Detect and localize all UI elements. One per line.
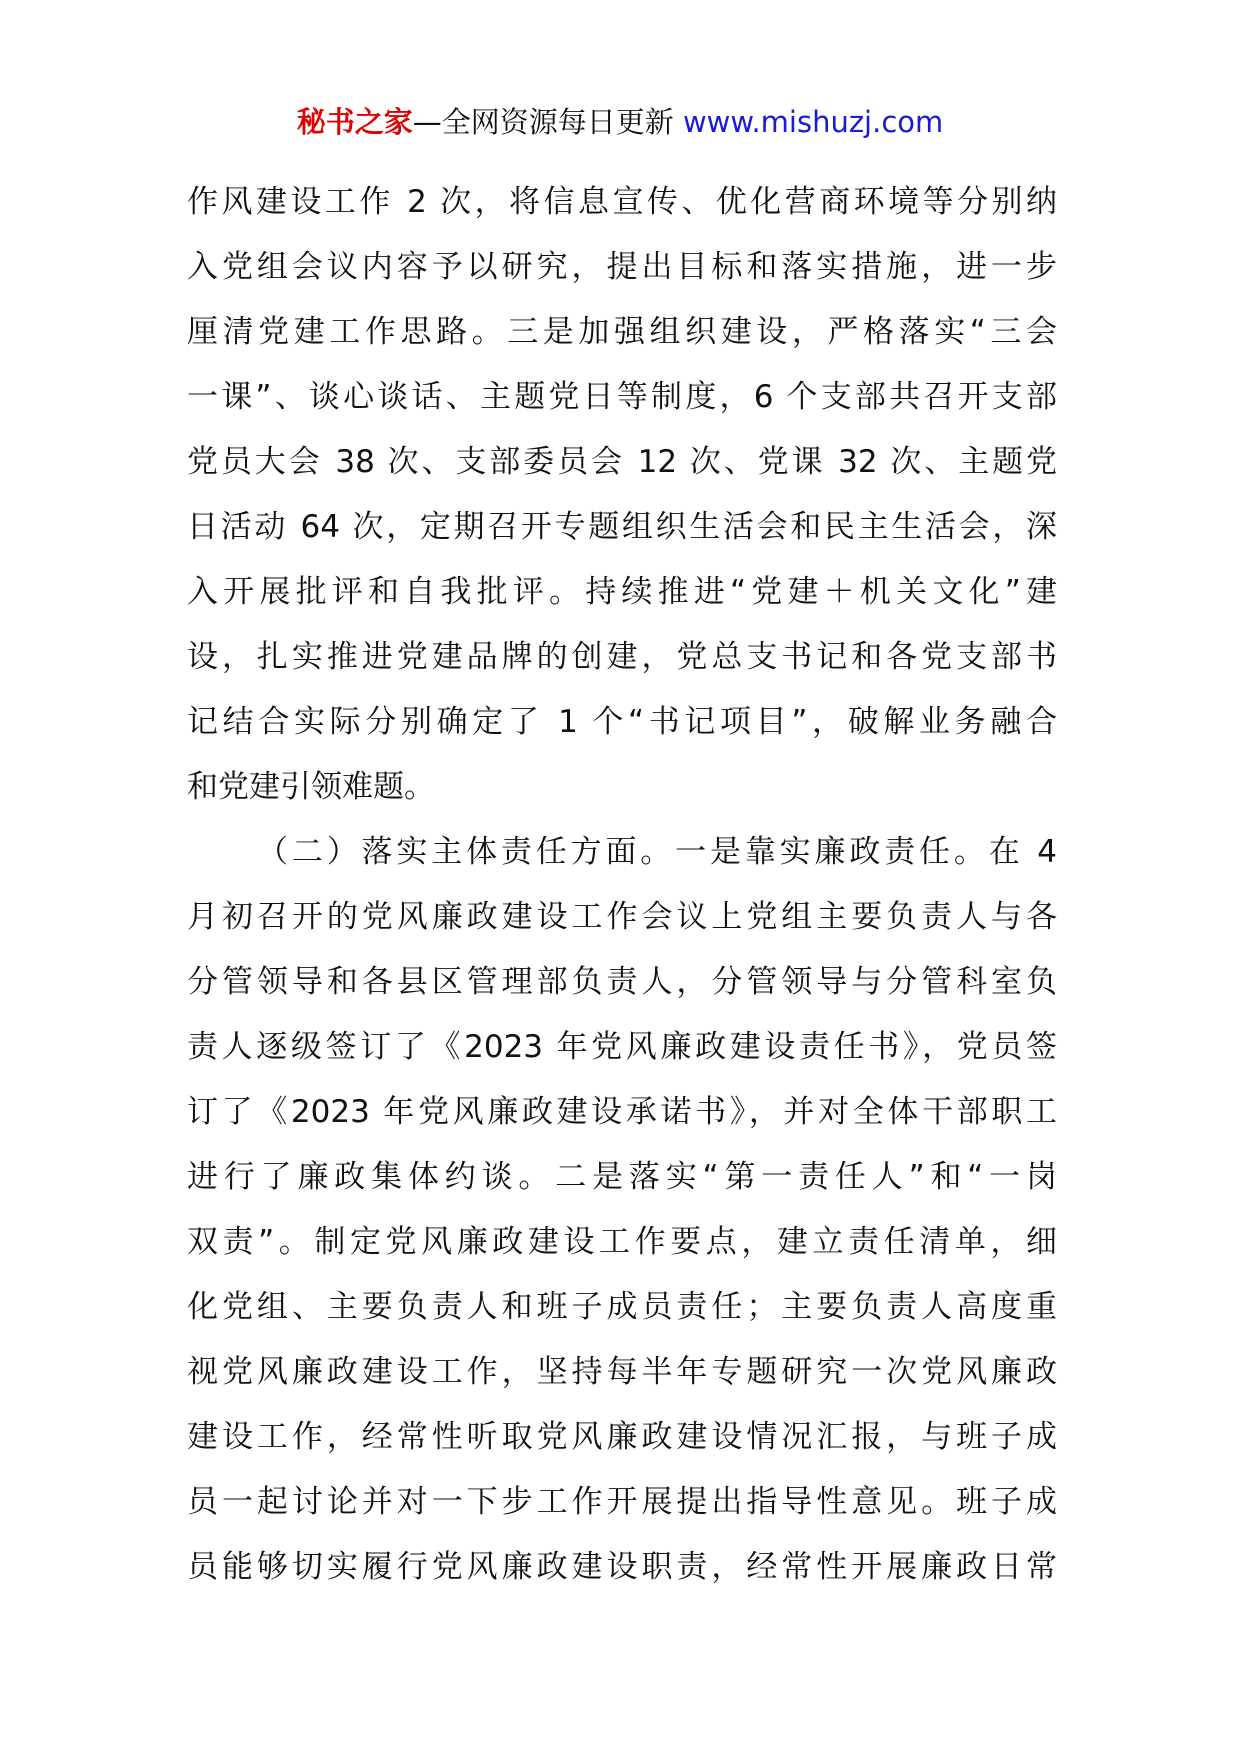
text-line: 入开展批评和自我批评。持续推进“党建＋机关文化”建 [187,574,1057,610]
brand-name: 秘书之家 [296,105,413,139]
text-line: 双责”。制定党风廉政建设工作要点，建立责任清单，细 [187,1224,1057,1260]
text-line: 一课”、谈心谈话、主题党日等制度，6 个支部共召开支部 [187,379,1057,415]
paragraph-end-line: 和党建引领难题。 [187,769,435,805]
text-line: 员一起讨论并对一下步工作开展提出指导性意见。班子成 [187,1484,1057,1520]
text-line: 化党组、主要负责人和班子成员责任；主要负责人高度重 [187,1289,1057,1325]
text-line: 进行了廉政集体约谈。二是落实“第一责任人”和“一岗 [187,1159,1057,1195]
text-line: 分管领导和各县区管理部负责人，分管领导与分管科室负 [187,964,1057,1000]
text-line: 建设工作，经常性听取党风廉政建设情况汇报，与班子成 [187,1419,1057,1455]
text-line: 责人逐级签订了《2023 年党风廉政建设责任书》，党员签 [187,1029,1057,1065]
document-body [187,170,1057,1600]
page-header [0,100,1240,144]
text-line: 月初召开的党风廉政建设工作会议上党组主要负责人与各 [187,899,1057,935]
text-line: 党员大会 38 次、支部委员会 12 次、党课 32 次、主题党 [187,444,1057,480]
text-line: 作风建设工作 2 次，将信息宣传、优化营商环境等分别纳 [187,184,1057,220]
text-line: 厘清党建工作思路。三是加强组织建设，严格落实“三会 [187,314,1057,350]
text-line: 记结合实际分别确定了 1 个“书记项目”，破解业务融合 [187,704,1057,740]
text-line: 视党风廉政建设工作，坚持每半年专题研究一次党风廉政 [187,1354,1057,1390]
text-line: 员能够切实履行党风廉政建设职责，经常性开展廉政日常 [187,1549,1057,1585]
site-url-link[interactable]: www.mishuzj.com [682,105,944,139]
text-line: 入党组会议内容予以研究，提出目标和落实措施，进一步 [187,249,1057,285]
header-tagline: —全网资源每日更新 [412,105,683,139]
text-line: 日活动 64 次，定期召开专题组织生活会和民主生活会，深 [187,509,1057,545]
section-heading-line: （二）落实主体责任方面。一是靠实廉政责任。在 4 [257,834,1057,870]
text-line: 订了《2023 年党风廉政建设承诺书》，并对全体干部职工 [187,1094,1057,1130]
text-line: 设，扎实推进党建品牌的创建，党总支书记和各党支部书 [187,639,1057,675]
